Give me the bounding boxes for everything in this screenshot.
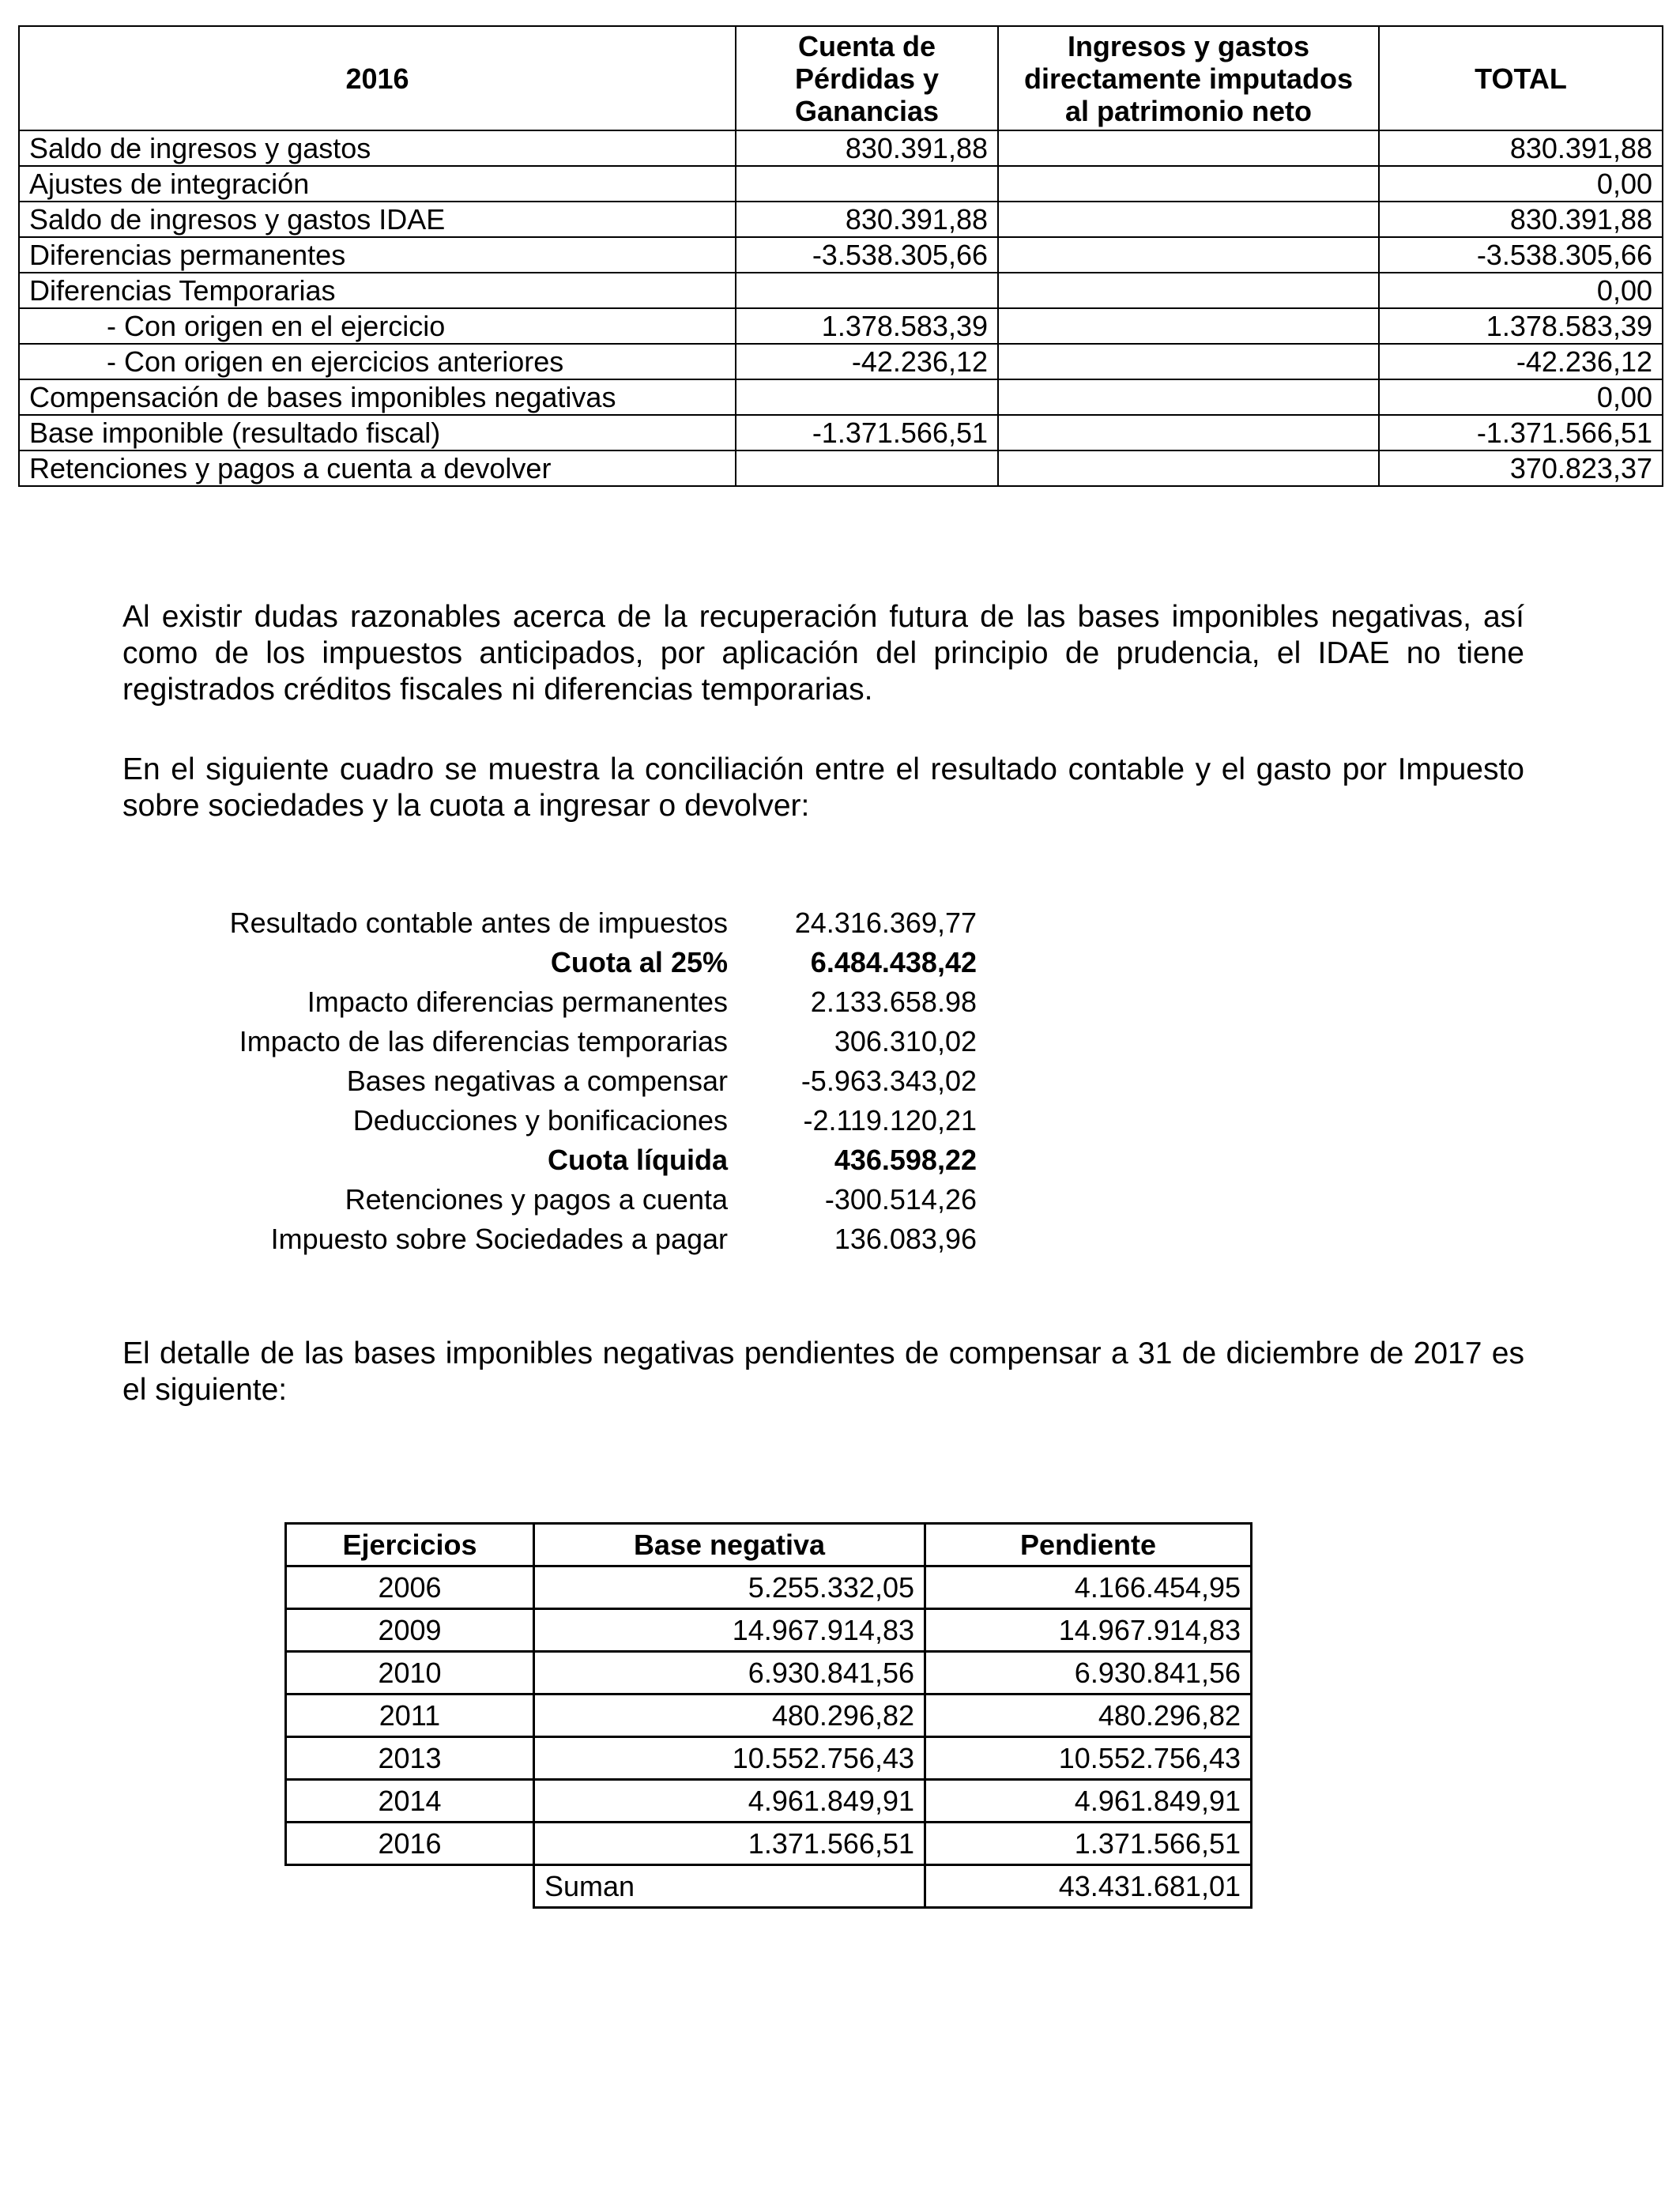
list-item: [0, 1140, 1680, 1180]
table-row: [19, 237, 1663, 273]
recon-value: -300.514,26: [824, 1183, 977, 1216]
row-year: 2011: [286, 1695, 534, 1737]
row-total: -1.371.566,51: [1379, 415, 1663, 450]
row-patrimonio: [998, 273, 1379, 308]
paragraph-prudence: Al existir dudas razonables acerca de la recuperación futura de las bases imponibles negativas, así como de los impuestos anticipados, por aplicación del principio de prudencia, el IDAE no tiene registrados créditos fiscales ni diferencias temporarias.: [122, 600, 1524, 707]
recon-label: Deducciones y bonificaciones: [352, 1104, 728, 1137]
row-pyg: -1.371.566,51: [736, 415, 998, 450]
recon-label: Bases negativas a compensar: [346, 1065, 728, 1097]
table-row: [286, 1566, 1252, 1609]
row-pyg: 1.378.583,39: [736, 308, 998, 344]
row-base: 4.961.849,91: [534, 1780, 925, 1823]
header-base-negativa: Base negativa: [534, 1524, 925, 1566]
list-item: [0, 1061, 1680, 1101]
row-pending: 6.930.841,56: [925, 1652, 1252, 1695]
table-row: [286, 1652, 1252, 1695]
header-total: TOTAL: [1379, 26, 1663, 130]
table-row: [19, 130, 1663, 166]
row-patrimonio: [998, 415, 1379, 450]
negative-bases-table: [284, 1522, 1252, 1909]
table-row: [19, 344, 1663, 379]
list-item: [0, 982, 1680, 1022]
row-total: 0,00: [1379, 379, 1663, 415]
row-patrimonio: [998, 379, 1379, 415]
recon-label: Impacto diferencias permanentes: [307, 986, 728, 1018]
total-label: Suman: [534, 1865, 925, 1908]
row-total: 830.391,88: [1379, 202, 1663, 237]
list-item: [0, 1101, 1680, 1140]
table-header-row: [19, 26, 1663, 130]
row-year: 2014: [286, 1780, 534, 1823]
paragraph-reconciliation-intro: En el siguiente cuadro se muestra la conciliación entre el resultado contable y el gasto por Impuesto sobre sociedades y la cuota a ingresar o devolver:: [122, 752, 1524, 823]
table-row: [19, 166, 1663, 202]
list-item: [0, 943, 1680, 982]
row-total: 370.823,37: [1379, 450, 1663, 486]
row-pending: 4.961.849,91: [925, 1780, 1252, 1823]
row-label: Saldo de ingresos y gastos: [19, 130, 736, 166]
recon-label: Cuota al 25%: [550, 946, 728, 978]
row-base: 10.552.756,43: [534, 1737, 925, 1780]
row-patrimonio: [998, 166, 1379, 202]
row-patrimonio: [998, 450, 1379, 486]
row-label: - Con origen en el ejercicio: [19, 308, 736, 344]
row-patrimonio: [998, 202, 1379, 237]
row-base: 5.255.332,05: [534, 1566, 925, 1609]
row-pending: 1.371.566,51: [925, 1823, 1252, 1865]
row-base: 480.296,82: [534, 1695, 925, 1737]
row-pyg: 830.391,88: [736, 130, 998, 166]
row-total: -42.236,12: [1379, 344, 1663, 379]
table-row: [19, 415, 1663, 450]
row-total: 830.391,88: [1379, 130, 1663, 166]
recon-label: Impacto de las diferencias temporarias: [239, 1025, 728, 1057]
table-total-row: [286, 1865, 1252, 1908]
recon-value: 6.484.438,42: [810, 946, 977, 978]
table-row: [19, 450, 1663, 486]
row-base: 14.967.914,83: [534, 1609, 925, 1652]
list-item: [0, 1022, 1680, 1061]
row-label: - Con origen en ejercicios anteriores: [19, 344, 736, 379]
recon-value: -5.963.343,02: [800, 1065, 977, 1097]
total-value: 43.431.681,01: [925, 1865, 1252, 1908]
header-pendiente: Pendiente: [925, 1524, 1252, 1566]
recon-value: -2.119.120,21: [803, 1104, 977, 1137]
row-pyg: [736, 273, 998, 308]
recon-label: Retenciones y pagos a cuenta: [345, 1183, 728, 1216]
row-base: 6.930.841,56: [534, 1652, 925, 1695]
recon-value: 436.598,22: [834, 1144, 977, 1176]
row-label: Compensación de bases imponibles negativas: [19, 379, 736, 415]
row-year: 2006: [286, 1566, 534, 1609]
row-total: 1.378.583,39: [1379, 308, 1663, 344]
row-base: 1.371.566,51: [534, 1823, 925, 1865]
table-row: [19, 202, 1663, 237]
tax-base-table: [18, 25, 1663, 487]
row-year: 2009: [286, 1609, 534, 1652]
row-total: 0,00: [1379, 273, 1663, 308]
row-year: 2010: [286, 1652, 534, 1695]
row-pending: 14.967.914,83: [925, 1609, 1252, 1652]
row-pending: 480.296,82: [925, 1695, 1252, 1737]
row-patrimonio: [998, 130, 1379, 166]
recon-label: Impuesto sobre Sociedades a pagar: [270, 1223, 728, 1255]
table-header-row: [286, 1524, 1252, 1566]
header-pyg: Cuenta de Pérdidas y Ganancias: [736, 26, 998, 130]
row-patrimonio: [998, 344, 1379, 379]
list-item: [0, 1180, 1680, 1220]
recon-value: 2.133.658.98: [810, 986, 977, 1018]
row-pyg: 830.391,88: [736, 202, 998, 237]
table-row: [286, 1780, 1252, 1823]
row-label: Saldo de ingresos y gastos IDAE: [19, 202, 736, 237]
table-row: [19, 379, 1663, 415]
list-item: [0, 903, 1680, 943]
row-label: Diferencias permanentes: [19, 237, 736, 273]
row-total: -3.538.305,66: [1379, 237, 1663, 273]
recon-value: 136.083,96: [834, 1223, 977, 1255]
row-patrimonio: [998, 308, 1379, 344]
header-ejercicios: Ejercicios: [286, 1524, 534, 1566]
recon-value: 306.310,02: [834, 1025, 977, 1057]
table-row: [286, 1609, 1252, 1652]
row-total: 0,00: [1379, 166, 1663, 202]
recon-label: Cuota líquida: [548, 1144, 728, 1176]
row-label: Ajustes de integración: [19, 166, 736, 202]
row-label: Diferencias Temporarias: [19, 273, 736, 308]
table-row: [19, 308, 1663, 344]
recon-value: 24.316.369,77: [794, 907, 977, 939]
table-row: [19, 273, 1663, 308]
empty-cell: [286, 1865, 534, 1908]
row-year: 2016: [286, 1823, 534, 1865]
row-pyg: [736, 450, 998, 486]
row-patrimonio: [998, 237, 1379, 273]
header-year: 2016: [19, 26, 736, 130]
paragraph-negative-bases-intro: El detalle de las bases imponibles negativas pendientes de compensar a 31 de diciembre de 2017 es el siguiente:: [122, 1336, 1524, 1407]
row-pyg: [736, 166, 998, 202]
row-pending: 4.166.454,95: [925, 1566, 1252, 1609]
row-pyg: -3.538.305,66: [736, 237, 998, 273]
recon-label: Resultado contable antes de impuestos: [229, 907, 728, 939]
table-row: [286, 1737, 1252, 1780]
header-patrimonio: Ingresos y gastos directamente imputados al patrimonio neto: [998, 26, 1379, 130]
row-pyg: [736, 379, 998, 415]
table-row: [286, 1823, 1252, 1865]
list-item: [0, 1220, 1680, 1259]
row-pyg: -42.236,12: [736, 344, 998, 379]
row-pending: 10.552.756,43: [925, 1737, 1252, 1780]
row-year: 2013: [286, 1737, 534, 1780]
row-label: Base imponible (resultado fiscal): [19, 415, 736, 450]
table-row: [286, 1695, 1252, 1737]
row-label: Retenciones y pagos a cuenta a devolver: [19, 450, 736, 486]
